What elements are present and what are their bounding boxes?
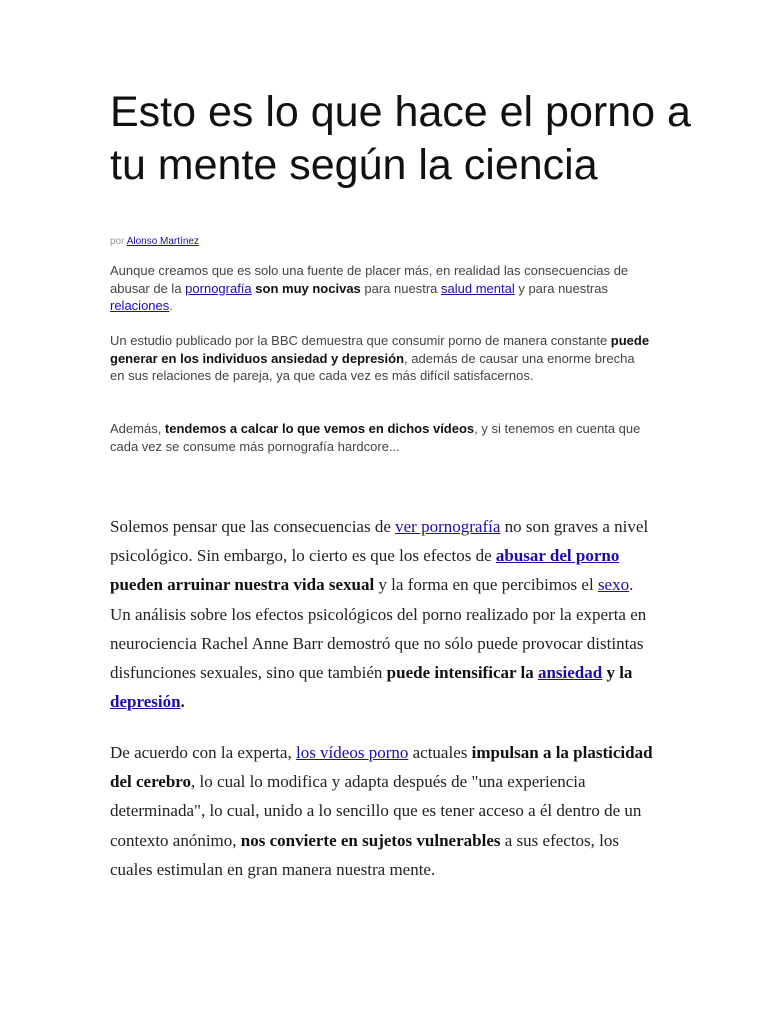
- link-ver-pornografia[interactable]: ver pornografía: [395, 517, 501, 536]
- bold-text: y la: [602, 663, 633, 683]
- text: Aunque creamos que es solo una fuente de placer más, en realidad las consecuencias de abusar de la: [110, 263, 629, 296]
- bold-text: impulsan a la plasticidad del cerebro: [110, 743, 653, 792]
- bold-text: puede generar en los individuos ansiedad y depresión: [110, 333, 650, 366]
- byline: [110, 236, 199, 247]
- bold-text: son muy nocivas: [255, 280, 361, 296]
- link-pornografia[interactable]: pornografía: [185, 280, 252, 296]
- bold-text: pueden arruinar nuestra vida sexual: [110, 575, 375, 595]
- link-ansiedad[interactable]: ansiedad: [537, 663, 603, 683]
- text: y para nuestras: [514, 280, 608, 296]
- intro-paragraph-1: [110, 262, 650, 315]
- text: Un estudio publicado por la BBC demuestra que consumir porno de manera constante: [110, 333, 611, 348]
- article-title: Esto es lo que hace el porno a tu mente según la ciencia: [110, 88, 691, 189]
- link-depresion[interactable]: depresión: [110, 692, 181, 712]
- link-los-videos-porno[interactable]: los vídeos porno: [295, 743, 409, 762]
- byline-prefix: por: [110, 236, 125, 247]
- link-relaciones[interactable]: relaciones: [110, 298, 170, 313]
- text: , y si tenemos en cuenta que cada vez se consume más pornografía hardcore...: [110, 421, 641, 454]
- body-paragraph-2: [110, 738, 658, 884]
- intro-paragraph-2: [110, 332, 650, 385]
- link-salud-mental[interactable]: salud mental: [441, 280, 515, 296]
- text: no son graves a nivel psicológico. Sin embargo, lo cierto es que los efectos de: [110, 517, 649, 566]
- text: , lo cual lo modifica y adapta después de "una experiencia determinada", lo cual, unido a lo sencillo que es tener acceso a él dentro de un contexto anónimo,: [110, 772, 642, 850]
- text: a sus efectos, los cuales estimulan en gran manera nuestra mente.: [110, 830, 620, 879]
- text: Solemos pensar que las consecuencias de: [110, 517, 396, 536]
- text: De acuerdo con la experta,: [110, 743, 296, 762]
- text: y la forma en que percibimos el: [374, 575, 598, 595]
- bold-text: puede intensificar la: [386, 663, 538, 683]
- text: para nuestra: [360, 280, 441, 296]
- link-sexo[interactable]: sexo: [597, 575, 630, 595]
- text: Además,: [110, 421, 165, 436]
- text: . Un análisis sobre los efectos psicológicos del porno realizado por la experta en neurociencia Rachel Anne Barr demostró que no sólo puede provocar distintas disfunciones sexuales, sino que también: [110, 575, 647, 683]
- bold-text: tendemos a calcar lo que vemos en dichos vídeos: [164, 421, 475, 436]
- bold-text: nos convierte en sujetos vulnerables: [240, 830, 501, 850]
- body-paragraph-1: [110, 512, 658, 716]
- intro-paragraph-3: [110, 420, 650, 455]
- author-link[interactable]: Alonso Martínez: [126, 236, 199, 247]
- bold-text: .: [180, 692, 185, 712]
- text: , además de causar una enorme brecha en sus relaciones de pareja, ya que cada vez es más difícil satisfacernos.: [110, 350, 635, 383]
- text: actuales: [408, 743, 472, 762]
- link-abusar-del-porno[interactable]: abusar del porno: [495, 546, 620, 566]
- text: .: [169, 298, 173, 313]
